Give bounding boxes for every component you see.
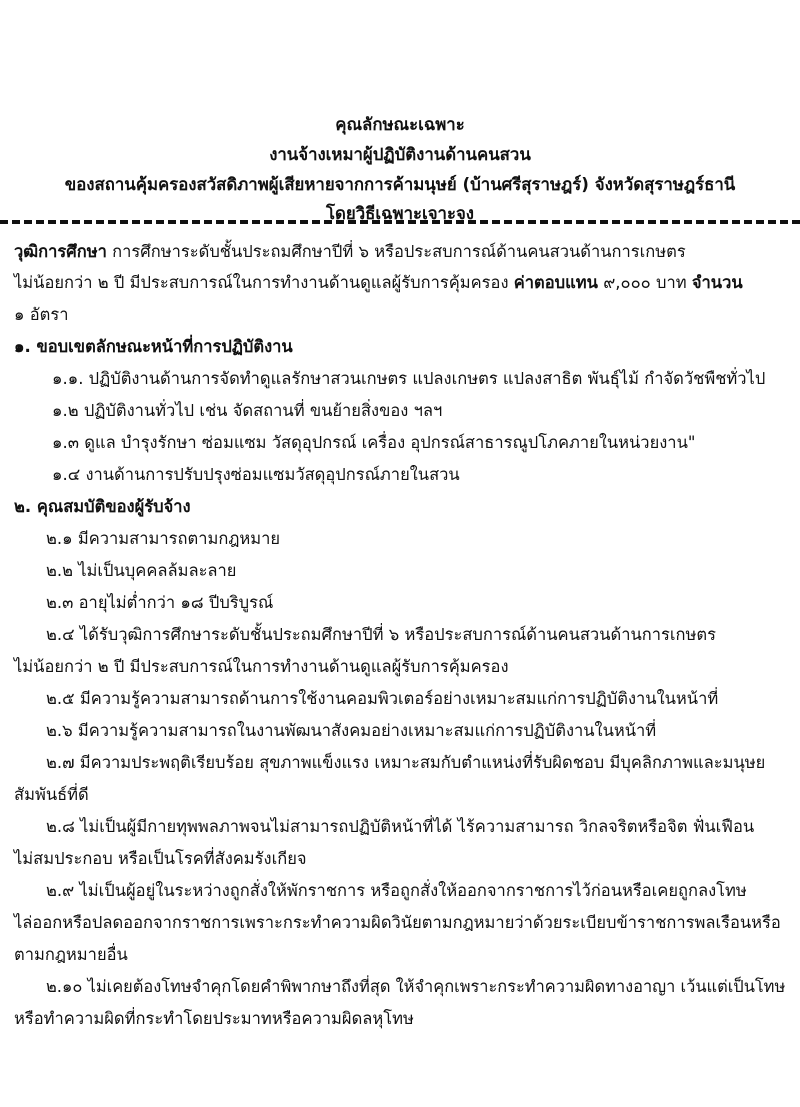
section2-heading: ๒. คุณสมบัติของผู้รับจ้าง: [14, 497, 191, 516]
qualification-item: ๒.๗ มีความประพฤติเรียบร้อย สุขภาพแข็งแรง เหมาะสมกับตำแหน่งที่รับผิดชอบ มีบุคลิกภาพและมนุษย: [46, 753, 766, 772]
procurement-method: โดยวิธีเฉพาะเจาะจง: [326, 203, 474, 223]
qualification-item-continued: ไล่ออกหรือปลดออกจากราชการเพราะกระทำความผิดวินัยตามกฎหมายว่าด้วยระเบียบข้าราชการพลเรือนหรือ: [14, 913, 781, 932]
qualification-item: ๒.๔ ได้รับวุฒิการศึกษาระดับชั้นประถมศึกษาปีที่ ๖ หรือประสบการณ์ด้านคนสวนด้านการเกษตร: [46, 625, 716, 644]
document-title: คุณลักษณะเฉพาะ: [335, 114, 465, 134]
compensation-line: [14, 269, 743, 297]
qualification-item-continued: หรือทำความผิดที่กระทำโดยประมาทหรือความผิดลหุโทษ: [14, 1009, 414, 1028]
duty-item: ๑.๔ งานด้านการปรับปรุงซ่อมแซมวัสดุอุปกรณ์ภายในสวน: [52, 465, 460, 484]
duty-item: ๑.๑. ปฏิบัติงานด้านการจัดทำดูแลรักษาสวนเกษตร แปลงเกษตร แปลงสาธิต พันธุ์ไม้ กำจัดวัชพืชทั่วไป: [52, 369, 766, 388]
document-subtitle: งานจ้างเหมาผู้ปฏิบัติงานด้านคนสวน: [269, 144, 531, 164]
count-label: จำนวน: [691, 273, 743, 292]
qualification-item-continued: ไม่สมประกอบ หรือเป็นโรคที่สังคมรังเกียจ: [14, 849, 307, 868]
qualification-item: ๒.๖ มีความรู้ความสามารถในงานพัฒนาสังคมอย่างเหมาะสมแก่การปฏิบัติงานในหน้าที่: [46, 721, 657, 740]
qualification-item: ๒.๓ อายุไม่ต่ำกว่า ๑๘ ปีบริบูรณ์: [46, 593, 274, 612]
dashed-divider: [0, 220, 800, 224]
qualification-item-continued: ไม่น้อยกว่า ๒ ปี มีประสบการณ์ในการทำงานด้านดูแลผู้รับการคุ้มครอง: [14, 657, 509, 676]
duty-item: ๑.๓ ดูแล บำรุงรักษา ซ่อมแซม วัสดุอุปกรณ์ เครื่อง อุปกรณ์สาธารณูปโภคภายในหน่วยงาน": [52, 433, 696, 452]
experience-text: ไม่น้อยกว่า ๒ ปี มีประสบการณ์ในการทำงานด้านดูแลผู้รับการคุ้มครอง: [14, 273, 514, 292]
qualification-item: ๒.๑๐ ไม่เคยต้องโทษจำคุกโดยคำพิพากษาถึงที่สุด ให้จำคุกเพราะกระทำความผิดทางอาญา เว้นแต่เป็นโทษ: [46, 977, 786, 996]
qualification-item-continued: ตามกฎหมายอื่น: [14, 945, 128, 964]
qualification-label: วุฒิการศึกษา: [14, 242, 107, 261]
qualification-item: ๒.๒ ไม่เป็นบุคคลล้มละลาย: [46, 561, 237, 580]
pay-value: ๙,๐๐๐ บาท: [597, 273, 692, 292]
qualification-line: [14, 238, 686, 266]
qualification-item: ๒.๘ ไม่เป็นผู้มีกายทุพพลภาพจนไม่สามารถปฏิบัติหน้าที่ได้ ไร้ความสามารถ วิกลจริตหรือจิต ฟั่นเฟือน: [46, 817, 755, 836]
qualification-item: ๒.๕ มีความรู้ความสามารถด้านการใช้งานคอมพิวเตอร์อย่างเหมาะสมแก่การปฏิบัติงานในหน้าที่: [46, 689, 719, 708]
section1-heading: ๑. ขอบเขตลักษณะหน้าที่การปฏิบัติงาน: [14, 337, 293, 356]
pay-label: ค่าตอบแทน: [513, 273, 598, 292]
organization-line: ของสถานคุ้มครองสวัสดิภาพผู้เสียหายจากการค้ามนุษย์ (บ้านศรีสุราษฎร์) จังหวัดสุราษฎร์ธานี: [64, 174, 736, 194]
qualification-text: การศึกษาระดับชั้นประถมศึกษาปีที่ ๖ หรือประสบการณ์ด้านคนสวนด้านการเกษตร: [106, 242, 686, 261]
duty-item: ๑.๒ ปฏิบัติงานทั่วไป เช่น จัดสถานที่ ขนย้ายสิ่งของ ฯลฯ: [52, 401, 443, 420]
qualification-item-continued: สัมพันธ์ที่ดี: [14, 785, 89, 804]
qualification-item: ๒.๑ มีความสามารถตามกฎหมาย: [46, 529, 281, 548]
position-count: ๑ อัตรา: [14, 305, 69, 324]
qualification-item: ๒.๙ ไม่เป็นผู้อยู่ในระหว่างถูกสั่งให้พักราชการ หรือถูกสั่งให้ออกจากราชการไว้ก่อนหรือเคยถูกลงโทษ: [46, 881, 747, 900]
